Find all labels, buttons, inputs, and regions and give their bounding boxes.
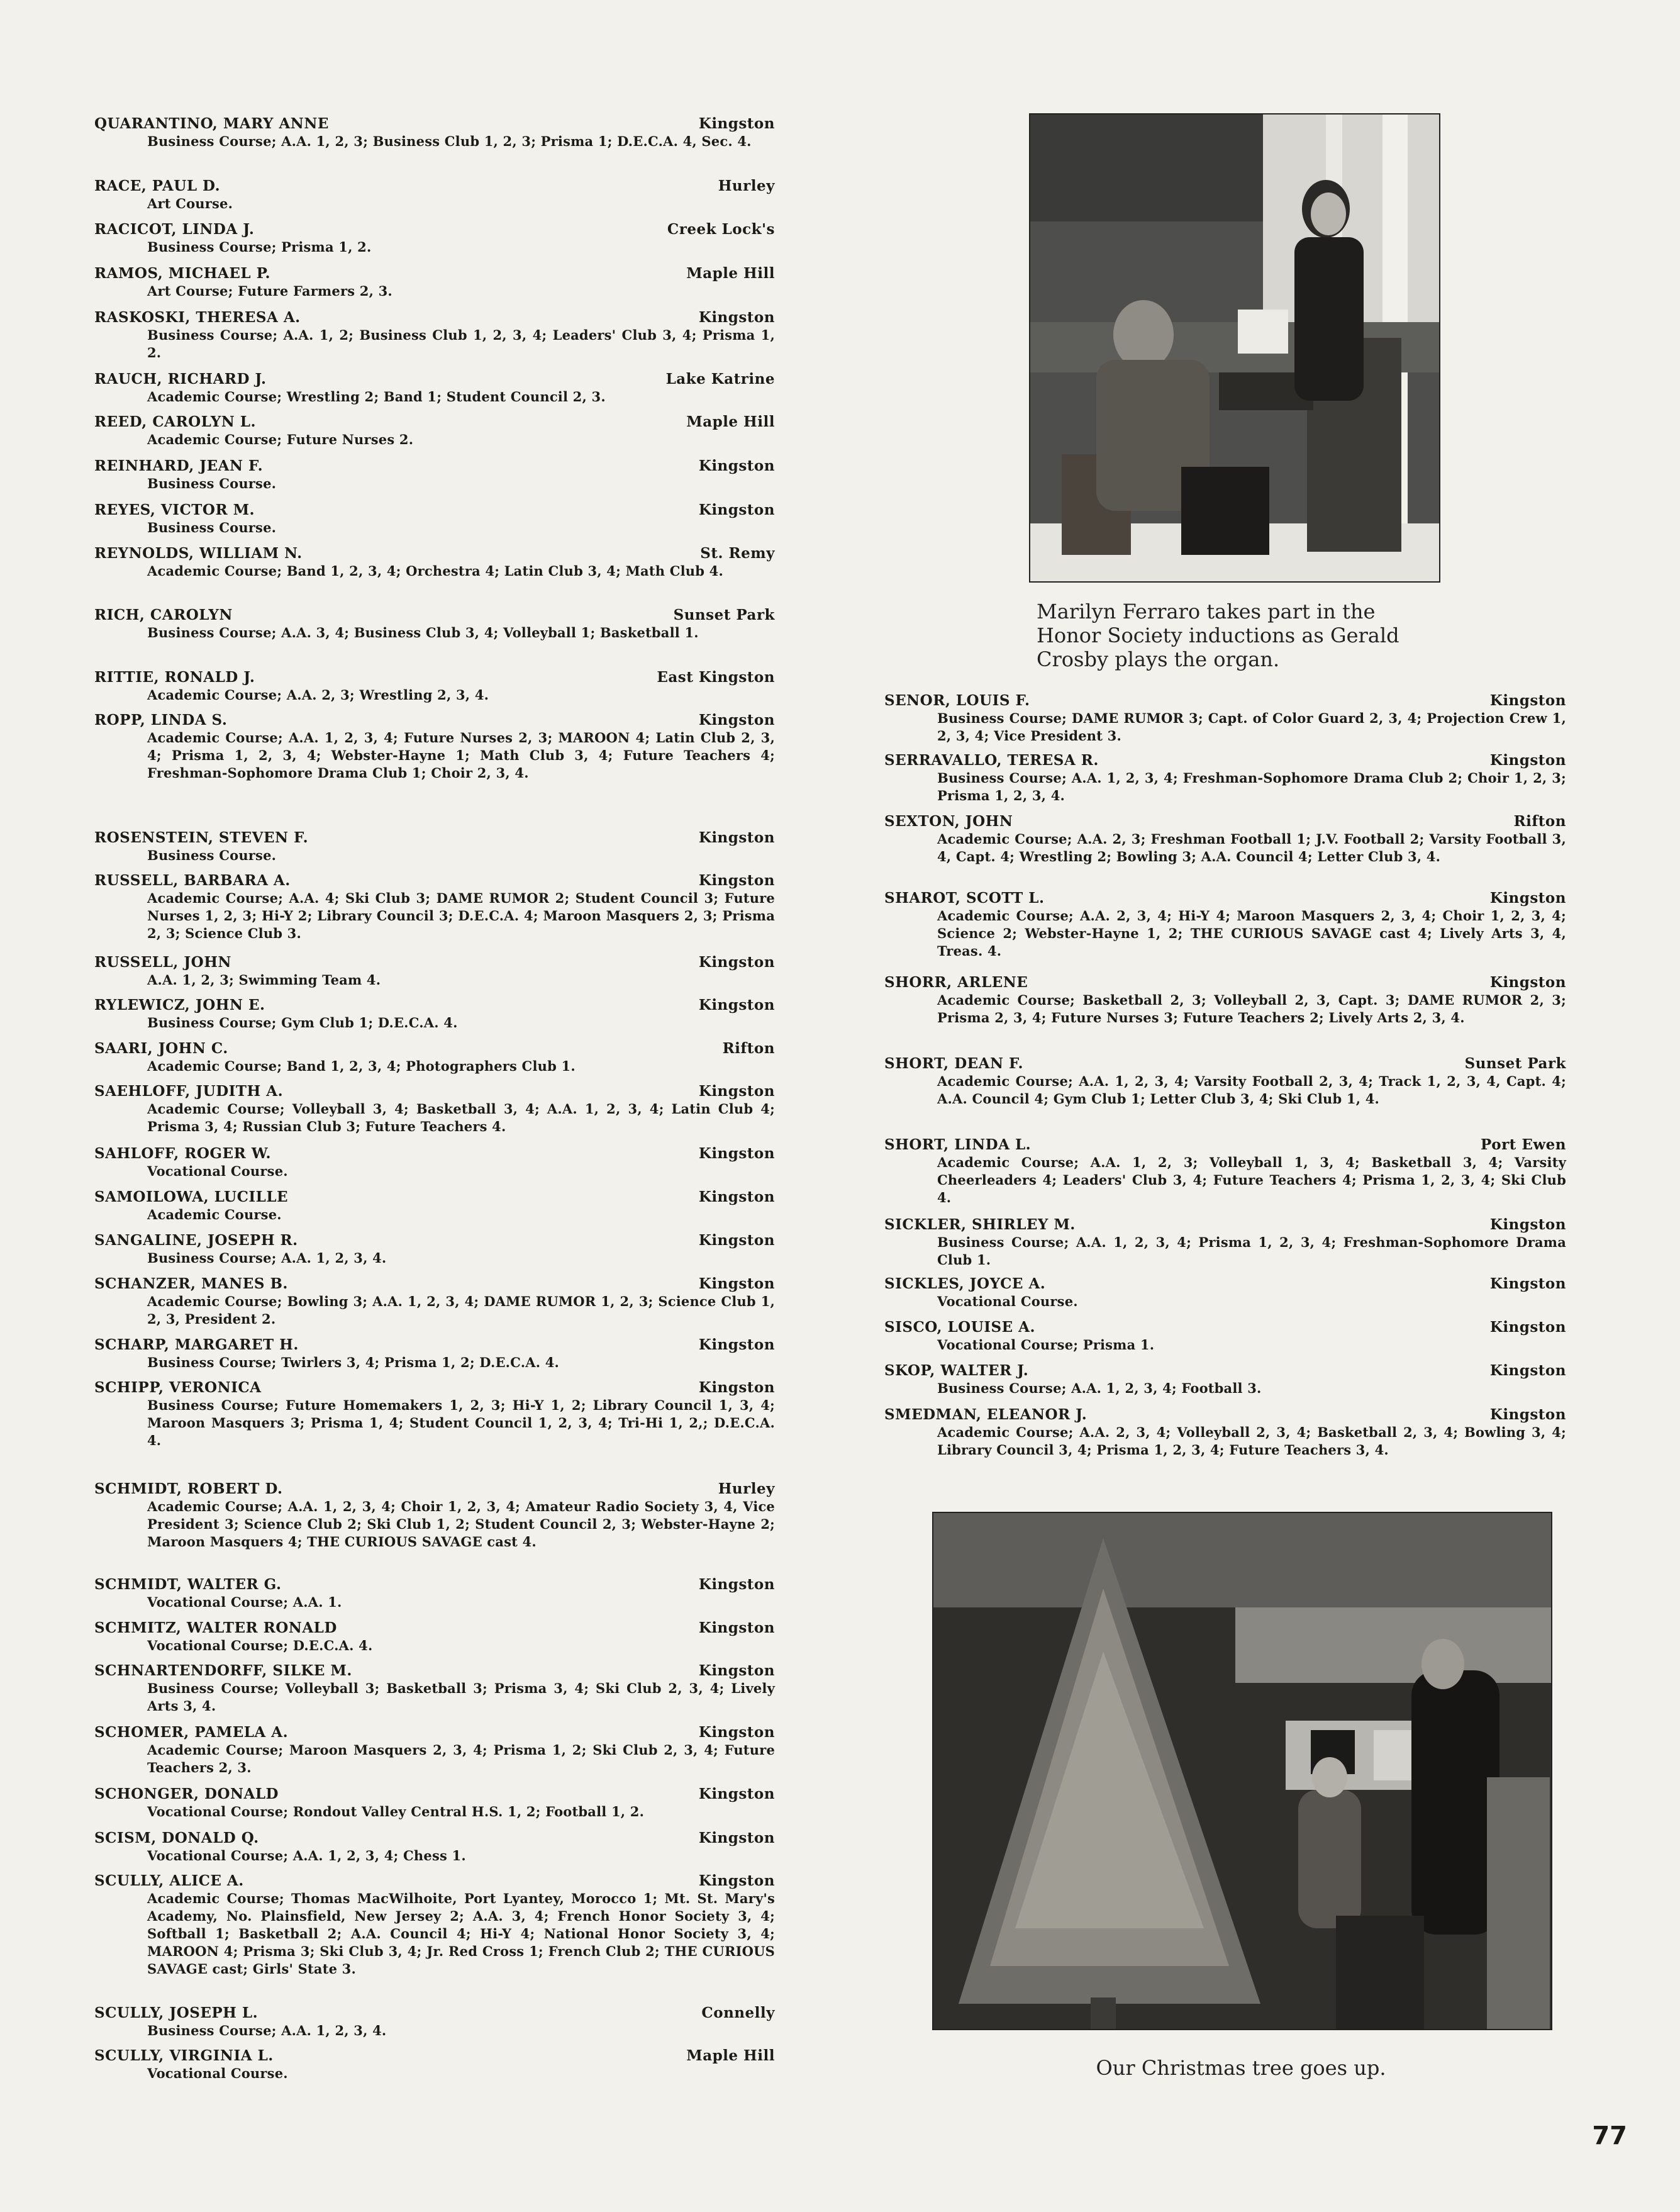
student-activities: Business Course; A.A. 1, 2, 3, 4; Football 3. [937, 1380, 1262, 1396]
student-entry [884, 1136, 1566, 1207]
student-name: SANGALINE, JOSEPH R. [94, 1232, 298, 1249]
student-hometown: Hurley [718, 1480, 775, 1497]
student-activities: Business Course; A.A. 1, 2, 3, 4. [147, 1250, 387, 1266]
student-name: SCULLY, VIRGINIA L. [94, 2047, 274, 2064]
student-entry-header [94, 1662, 775, 1680]
student-entry-header [884, 1136, 1566, 1154]
student-hometown: Kingston [698, 829, 775, 846]
student-hometown: Kingston [1489, 752, 1566, 769]
student-name: SCHMIDT, WALTER G. [94, 1576, 282, 1593]
christmas-tree-photo [932, 1512, 1552, 2030]
student-entry-header [94, 2004, 775, 2022]
student-entry-header [94, 457, 775, 475]
student-hometown: Kingston [698, 1083, 775, 1100]
student-name: SERRAVALLO, TERESA R. [884, 752, 1099, 769]
student-entry [94, 1480, 775, 1551]
student-hometown: Kingston [1489, 1216, 1566, 1233]
student-entry [94, 309, 775, 362]
student-entry [94, 545, 775, 580]
student-activities: Art Course. [147, 196, 233, 211]
student-name: ROPP, LINDA S. [94, 712, 228, 729]
student-entry-header [94, 1829, 775, 1847]
student-name: RACE, PAUL D. [94, 177, 221, 194]
student-entry-header [94, 872, 775, 890]
student-activities: Business Course; A.A. 1, 2, 3, 4; Prisma 1, 2, 3, 4; Freshman-Sophomore Drama Club 1. [937, 1234, 1566, 1268]
student-activities: Vocational Course; Prisma 1. [937, 1337, 1155, 1353]
student-hometown: Kingston [698, 1724, 775, 1741]
student-hometown: Kingston [698, 712, 775, 729]
student-entry [94, 2004, 775, 2040]
student-entry-header [94, 501, 775, 519]
student-entry [884, 813, 1566, 866]
student-hometown: Kingston [698, 1576, 775, 1593]
student-entry-header [884, 692, 1566, 710]
student-name: SMEDMAN, ELEANOR J. [884, 1406, 1088, 1423]
student-entry [94, 1275, 775, 1328]
student-entry [94, 1662, 775, 1715]
student-hometown: Maple Hill [686, 2047, 775, 2064]
student-entry-header [94, 954, 775, 971]
student-hometown: Sunset Park [673, 606, 775, 623]
student-activities: Academic Course; Band 1, 2, 3, 4; Photographers Club 1. [147, 1058, 576, 1074]
student-activities: Business Course; Twirlers 3, 4; Prisma 1, 2; D.E.C.A. 4. [147, 1355, 560, 1370]
student-entry [94, 413, 775, 449]
student-name: SCHONGER, DONALD [94, 1785, 279, 1802]
student-entry-header [94, 1188, 775, 1206]
student-entry [884, 1216, 1566, 1269]
student-entry-header [884, 974, 1566, 991]
student-activities: Academic Course; A.A. 1, 2, 3, 4; Varsity Football 2, 3, 4; Track 1, 2, 3, 4, Capt. 4; A.A. Council 4; Gym Club 1; Letter Club 3, 4; Ski Club 1, 4. [937, 1073, 1566, 1107]
student-entry [94, 1040, 775, 1075]
student-entry [94, 457, 775, 493]
student-hometown: Kingston [1489, 1362, 1566, 1379]
student-entry-header [94, 712, 775, 729]
student-hometown: Kingston [698, 1145, 775, 1162]
student-entry [884, 1406, 1566, 1459]
student-entry [94, 1785, 775, 1821]
student-name: SENOR, LOUIS F. [884, 692, 1030, 709]
student-entry [94, 997, 775, 1032]
student-name: RYLEWICZ, JOHN E. [94, 997, 265, 1014]
student-name: REYNOLDS, WILLIAM N. [94, 545, 303, 562]
student-name: SHORT, LINDA L. [884, 1136, 1032, 1153]
student-activities: Business Course. [147, 847, 277, 863]
student-hometown: Rifton [1513, 813, 1566, 830]
student-activities: Vocational Course. [937, 1293, 1078, 1309]
student-activities: Vocational Course. [147, 2065, 288, 2081]
student-activities: Academic Course; A.A. 2, 3; Freshman Football 1; J.V. Football 2; Varsity Football 3, 4, Capt. 4; Wrestling 2; Bowling 3; A.A. Council 4; Letter Club 3, 4. [937, 831, 1566, 864]
student-name: SHORT, DEAN F. [884, 1055, 1024, 1072]
student-entry [884, 974, 1566, 1027]
organ-photo-caption: Marilyn Ferraro takes part in the Honor Society inductions as Gerald Crosby plays the organ. [1037, 600, 1399, 671]
student-activities: Academic Course; A.A. 4; Ski Club 3; DAME RUMOR 2; Student Council 3; Future Nurses 1, 2, 3; Hi-Y 2; Library Council 3; D.E.C.A. 4; Maroon Masquers 2, 3; Prisma 2, 3; Science Club 3. [147, 890, 775, 941]
student-hometown: Kingston [698, 1829, 775, 1846]
student-name: REINHARD, JEAN F. [94, 457, 264, 474]
student-hometown: Kingston [1489, 1406, 1566, 1423]
student-hometown: Maple Hill [686, 265, 775, 282]
student-hometown: Kingston [698, 997, 775, 1014]
student-name: SCHOMER, PAMELA A. [94, 1724, 289, 1741]
student-hometown: Lake Katrine [665, 371, 775, 388]
student-entry-header [94, 1040, 775, 1058]
student-entry-header [94, 606, 775, 624]
student-name: SCHIPP, VERONICA [94, 1379, 262, 1396]
student-name: RUSSELL, BARBARA A. [94, 872, 291, 889]
student-activities: Business Course; Future Homemakers 1, 2, 3; Hi-Y 1, 2; Library Council 1, 3, 4; Maroon Masquers 3; Prisma 1, 4; Student Council 1, 2, 3, 4; Tri-Hi 1, 2,; D.E.C.A. 4. [147, 1397, 775, 1448]
student-entry-header [94, 221, 775, 238]
student-entry [94, 265, 775, 300]
student-entry [94, 177, 775, 213]
student-hometown: Connelly [701, 2004, 775, 2021]
student-entry-header [94, 1872, 775, 1890]
christmas-tree-caption: Our Christmas tree goes up. [1096, 2056, 1386, 2080]
student-name: SCISM, DONALD Q. [94, 1829, 259, 1846]
student-activities: Academic Course; Maroon Masquers 2, 3, 4; Prisma 1, 2; Ski Club 2, 3, 4; Future Teachers 2, 3. [147, 1742, 775, 1775]
student-entry-header [94, 1232, 775, 1249]
student-activities: Business Course; Gym Club 1; D.E.C.A. 4. [147, 1015, 458, 1031]
student-entry-header [94, 1785, 775, 1803]
student-hometown: Port Ewen [1481, 1136, 1566, 1153]
student-hometown: Hurley [718, 177, 775, 194]
student-hometown: Kingston [1489, 974, 1566, 991]
student-entry [94, 1188, 775, 1224]
student-activities: Business Course; A.A. 3, 4; Business Club 3, 4; Volleyball 1; Basketball 1. [147, 625, 699, 640]
student-hometown: Kingston [698, 1785, 775, 1802]
student-entry-header [94, 829, 775, 847]
student-entry-header [94, 309, 775, 327]
student-activities: Academic Course; Basketball 2, 3; Volleyball 2, 3, Capt. 3; DAME RUMOR 2, 3; Prisma 2, 3, 4; Future Nurses 3; Future Teachers 2; Lively Arts 2, 3, 4. [937, 992, 1566, 1025]
student-activities: Business Course. [147, 520, 277, 535]
student-activities: Academic Course. [147, 1207, 282, 1222]
student-activities: Academic Course; A.A. 1, 2, 3, 4; Choir 1, 2, 3, 4; Amateur Radio Society 3, 4, Vice President 3; Science Club 2; Ski Club 1, 2; Student Council 2, 3; Webster-Hayne 2; Maroon Masquers 4; THE CURIOUS SAVAGE cast 4. [147, 1499, 775, 1550]
student-entry [94, 1576, 775, 1611]
student-entry [884, 890, 1566, 960]
student-name: SHAROT, SCOTT L. [884, 890, 1045, 907]
organ-photo [1029, 113, 1440, 583]
student-entry [94, 872, 775, 942]
student-entry-header [884, 1406, 1566, 1424]
student-name: RACICOT, LINDA J. [94, 221, 255, 238]
student-activities: Academic Course; Thomas MacWilhoite, Port Lyantey, Morocco 1; Mt. St. Mary's Academy, No. Plainsfield, New Jersey 2; A.A. 3, 4; French Honor Society 3, 4; Softball 1; Basketball 2; A.A. Council 4; Hi-Y 4; National Honor Society 3, 4; MAROON 4; Prisma 3; Ski Club 3, 4; Jr. Red Cross 1; French Club 2; THE CURIOUS SAVAGE cast; Girls' State 3. [147, 1891, 775, 1977]
student-entry [94, 1232, 775, 1267]
student-hometown: Kingston [698, 1662, 775, 1679]
student-name: SCHARP, MARGARET H. [94, 1336, 299, 1353]
student-entry [94, 954, 775, 989]
student-activities: Business Course; A.A. 1, 2; Business Club 1, 2, 3, 4; Leaders' Club 3, 4; Prisma 1, 2. [147, 327, 775, 360]
student-activities: Academic Course; Volleyball 3, 4; Basketball 3, 4; A.A. 1, 2, 3, 4; Latin Club 4; Prisma 3, 4; Russian Club 3; Future Teachers 4. [147, 1101, 775, 1134]
student-activities: Academic Course; A.A. 1, 2, 3, 4; Future Nurses 2, 3; MAROON 4; Latin Club 2, 3, 4; Prisma 1, 2, 3, 4; Webster-Hayne 1; Math Club 3, 4; Future Teachers 4; Freshman-Sophomore Drama Club 1; Choir 2, 3, 4. [147, 730, 775, 781]
student-entry [94, 1724, 775, 1777]
student-activities: Vocational Course; A.A. 1. [147, 1594, 342, 1610]
student-hometown: Kingston [698, 115, 775, 132]
student-entry [884, 752, 1566, 805]
student-hometown: Kingston [1489, 890, 1566, 907]
student-activities: Business Course; Volleyball 3; Basketball 3; Prisma 3, 4; Ski Club 2, 3, 4; Lively Arts 3, 4. [147, 1680, 775, 1714]
student-activities: Business Course; A.A. 1, 2, 3; Business Club 1, 2, 3; Prisma 1; D.E.C.A. 4, Sec. 4. [147, 133, 752, 149]
student-activities: Academic Course; Band 1, 2, 3, 4; Orchestra 4; Latin Club 3, 4; Math Club 4. [147, 563, 723, 579]
student-entry-header [94, 1275, 775, 1293]
student-name: SHORR, ARLENE [884, 974, 1028, 991]
student-entry-header [884, 1362, 1566, 1380]
student-activities: Vocational Course; D.E.C.A. 4. [147, 1638, 373, 1653]
student-hometown: Kingston [1489, 1275, 1566, 1292]
student-hometown: Kingston [698, 457, 775, 474]
student-activities: Academic Course; A.A. 2, 3, 4; Volleyball 2, 3, 4; Basketball 2, 3, 4; Bowling 3, 4; Library Council 3, 4; Prisma 1, 2, 3, 4; Future Teachers 3, 4. [937, 1424, 1566, 1458]
student-hometown: Kingston [698, 872, 775, 889]
student-entry-header [94, 371, 775, 388]
student-entry [94, 669, 775, 704]
student-hometown: Kingston [1489, 692, 1566, 709]
student-entry [884, 1055, 1566, 1108]
student-entry-header [884, 1319, 1566, 1336]
student-name: SICKLES, JOYCE A. [884, 1275, 1046, 1292]
student-name: SAMOILOWA, LUCILLE [94, 1188, 289, 1205]
student-entry-header [94, 413, 775, 431]
student-entry-header [94, 177, 775, 195]
student-name: RICH, CAROLYN [94, 606, 233, 623]
student-activities: A.A. 1, 2, 3; Swimming Team 4. [147, 972, 381, 988]
student-entry [94, 1872, 775, 1978]
student-entry-header [94, 1724, 775, 1741]
student-entry-header [94, 545, 775, 562]
student-activities: Academic Course; Bowling 3; A.A. 1, 2, 3, 4; DAME RUMOR 1, 2, 3; Science Club 1, 2, 3, President 2. [147, 1293, 775, 1327]
student-activities: Vocational Course. [147, 1163, 288, 1179]
student-entry-header [884, 1055, 1566, 1073]
student-entry [884, 1319, 1566, 1354]
student-name: RITTIE, RONALD J. [94, 669, 255, 686]
student-name: RASKOSKI, THERESA A. [94, 309, 301, 326]
student-name: SCHNARTENDORFF, SILKE M. [94, 1662, 352, 1679]
student-entry-header [94, 1083, 775, 1100]
student-name: SAARI, JOHN C. [94, 1040, 228, 1057]
student-name: SISCO, LOUISE A. [884, 1319, 1036, 1336]
student-name: SCULLY, JOSEPH L. [94, 2004, 259, 2021]
student-entry [884, 692, 1566, 745]
student-name: ROSENSTEIN, STEVEN F. [94, 829, 309, 846]
student-entry-header [884, 1216, 1566, 1234]
student-hometown: Kingston [698, 1232, 775, 1249]
student-entry-header [94, 265, 775, 282]
student-name: REED, CAROLYN L. [94, 413, 256, 430]
student-hometown: Sunset Park [1464, 1055, 1566, 1072]
student-hometown: Creek Lock's [667, 221, 775, 238]
student-entry [94, 1145, 775, 1180]
student-hometown: Kingston [698, 501, 775, 518]
student-activities: Academic Course; Wrestling 2; Band 1; Student Council 2, 3. [147, 389, 606, 405]
student-name: REYES, VICTOR M. [94, 501, 255, 518]
student-name: SICKLER, SHIRLEY M. [884, 1216, 1076, 1233]
student-entry-header [94, 115, 775, 133]
student-hometown: Kingston [698, 1336, 775, 1353]
student-entry-header [884, 890, 1566, 907]
student-hometown: Kingston [698, 954, 775, 971]
student-activities: Vocational Course; Rondout Valley Central H.S. 1, 2; Football 1, 2. [147, 1804, 645, 1819]
student-entry [94, 829, 775, 864]
student-name: SKOP, WALTER J. [884, 1362, 1029, 1379]
student-entry [94, 606, 775, 642]
student-entry-header [94, 1480, 775, 1498]
student-entry-header [94, 669, 775, 686]
student-entry [94, 501, 775, 537]
student-entry [94, 115, 775, 150]
student-entry-header [884, 813, 1566, 830]
student-activities: Vocational Course; A.A. 1, 2, 3, 4; Chess 1. [147, 1848, 466, 1863]
student-entry-header [94, 1379, 775, 1397]
student-hometown: Kingston [698, 1379, 775, 1396]
student-entry [94, 1619, 775, 1655]
student-name: QUARANTINO, MARY ANNE [94, 115, 329, 132]
student-entry [884, 1275, 1566, 1310]
student-entry-header [884, 752, 1566, 769]
student-entry [94, 371, 775, 406]
student-activities: Business Course; Prisma 1, 2. [147, 239, 372, 255]
student-hometown: Kingston [698, 1619, 775, 1636]
student-entry [94, 1829, 775, 1865]
student-name: SCHMITZ, WALTER RONALD [94, 1619, 337, 1636]
student-activities: Academic Course; A.A. 2, 3, 4; Hi-Y 4; Maroon Masquers 2, 3, 4; Choir 1, 2, 3, 4; Science 2; Webster-Hayne 1, 2; THE CURIOUS SAVAGE cast 4; Lively Arts 3, 4, Treas. 4. [937, 908, 1566, 959]
student-name: SCHMIDT, ROBERT D. [94, 1480, 283, 1497]
student-entry-header [94, 997, 775, 1014]
student-name: SEXTON, JOHN [884, 813, 1013, 830]
student-name: SAHLOFF, ROGER W. [94, 1145, 271, 1162]
student-entry-header [94, 2047, 775, 2065]
student-name: RUSSELL, JOHN [94, 954, 231, 971]
page-number: 77 [1592, 2121, 1627, 2150]
student-hometown: Kingston [698, 1872, 775, 1889]
student-entry [94, 1379, 775, 1450]
student-activities: Business Course; A.A. 1, 2, 3, 4. [147, 2023, 387, 2038]
student-entry [884, 1362, 1566, 1397]
student-name: RAMOS, MICHAEL P. [94, 265, 271, 282]
student-hometown: Kingston [698, 1275, 775, 1292]
student-entry-header [94, 1145, 775, 1163]
student-entry-header [884, 1275, 1566, 1293]
student-activities: Art Course; Future Farmers 2, 3. [147, 283, 392, 299]
student-entry [94, 1336, 775, 1371]
student-name: SAEHLOFF, JUDITH A. [94, 1083, 284, 1100]
student-entry [94, 221, 775, 256]
student-entry-header [94, 1619, 775, 1637]
student-hometown: Kingston [698, 309, 775, 326]
student-name: SCHANZER, MANES B. [94, 1275, 288, 1292]
student-activities: Academic Course; A.A. 2, 3; Wrestling 2, 3, 4. [147, 687, 489, 703]
student-hometown: Kingston [698, 1188, 775, 1205]
student-activities: Academic Course; A.A. 1, 2, 3; Volleyball 1, 3, 4; Basketball 3, 4; Varsity Cheerleaders 4; Leaders' Club 3, 4; Future Teachers 4; Prisma 1, 2, 3, 4; Ski Club 4. [937, 1154, 1566, 1205]
student-hometown: St. Remy [700, 545, 775, 562]
student-hometown: Kingston [1489, 1319, 1566, 1336]
student-hometown: Maple Hill [686, 413, 775, 430]
student-entry-header [94, 1576, 775, 1594]
student-name: SCULLY, ALICE A. [94, 1872, 244, 1889]
student-entry [94, 712, 775, 782]
student-name: RAUCH, RICHARD J. [94, 371, 267, 388]
student-entry [94, 2047, 775, 2082]
student-activities: Academic Course; Future Nurses 2. [147, 432, 414, 447]
student-hometown: East Kingston [657, 669, 775, 686]
student-hometown: Rifton [722, 1040, 775, 1057]
student-activities: Business Course; A.A. 1, 2, 3, 4; Freshman-Sophomore Drama Club 2; Choir 1, 2, 3; Prisma 1, 2, 3, 4. [937, 770, 1566, 803]
student-activities: Business Course; DAME RUMOR 3; Capt. of Color Guard 2, 3, 4; Projection Crew 1, 2, 3, 4; Vice President 3. [937, 710, 1566, 744]
student-activities: Business Course. [147, 476, 277, 491]
student-entry [94, 1083, 775, 1136]
student-entry-header [94, 1336, 775, 1354]
